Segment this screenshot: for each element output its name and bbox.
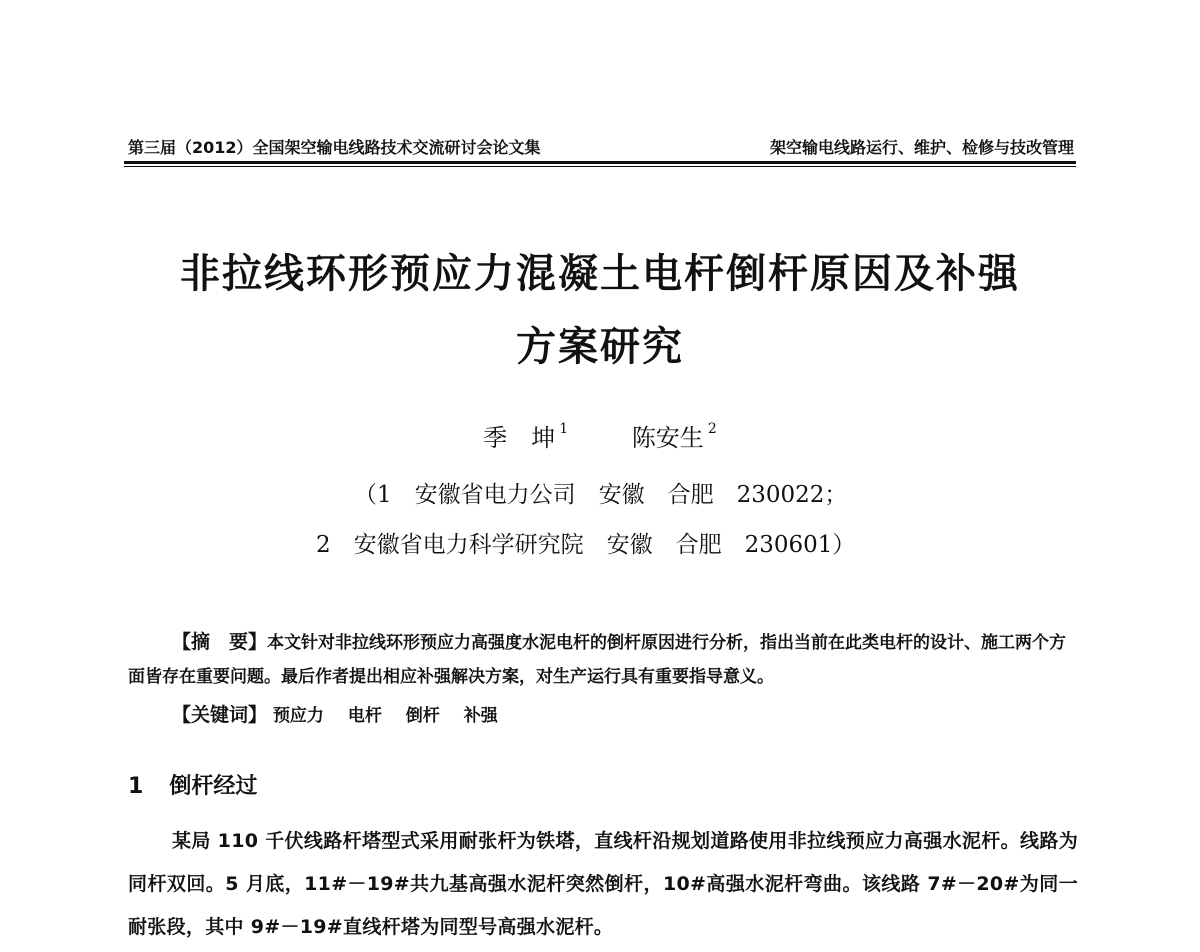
keyword-4: 补强 bbox=[463, 706, 498, 726]
author-2-name: 陈安生 bbox=[631, 424, 704, 452]
header-rule-thin bbox=[124, 166, 1076, 167]
abstract-text: 本文针对非拉线环形预应力高强度水泥电杆的倒杆原因进行分析，指出当前在此类电杆的设计、施工两个方面皆存在重要问题。最后作者提出相应补强解决方案，对生产运行具有重要指导意义。 bbox=[128, 633, 1067, 687]
abstract bbox=[128, 625, 1074, 694]
section-title: 倒杆经过 bbox=[169, 774, 258, 799]
running-header-right: 架空输电线路运行、维护、检修与技改管理 bbox=[769, 138, 1074, 157]
author-list bbox=[0, 418, 1200, 453]
keywords bbox=[172, 700, 516, 727]
section-heading bbox=[128, 769, 257, 800]
abstract-label: 【摘 要】 bbox=[172, 631, 268, 653]
keyword-1: 预应力 bbox=[272, 706, 324, 726]
author-1-name: 季 坤 bbox=[483, 424, 556, 452]
running-header bbox=[128, 132, 1074, 162]
paper-title-line-1: 非拉线环形预应力混凝土电杆倒杆原因及补强 bbox=[180, 251, 1020, 297]
author-2 bbox=[632, 418, 717, 453]
keyword-3: 倒杆 bbox=[405, 706, 440, 726]
author-1 bbox=[483, 418, 568, 453]
body-paragraph: 某局 110 千伏线路杆塔型式采用耐张杆为铁塔，直线杆沿规划道路使用非拉线预应力高强水泥杆。线路为同杆双回。5 月底，11#－19#共九基高强水泥杆突然倒杆，10#高强水泥杆弯曲。该线路 7#－20#为同一耐张段，其中 9#－19#直线杆塔为同型号高强水泥杆。 bbox=[128, 830, 1078, 938]
affiliation-1: （1 安徽省电力公司 安徽 合肥 230022； bbox=[354, 482, 848, 508]
running-header-left: 第三届（2012）全国架空输电线路技术交流研讨会论文集 bbox=[128, 138, 541, 157]
keywords-label: 【关键词】 bbox=[172, 704, 268, 726]
keyword-2: 电杆 bbox=[347, 706, 382, 726]
author-1-affiliation-mark: 1 bbox=[559, 421, 569, 437]
header-rule-thick bbox=[124, 161, 1076, 164]
paper-title-line-2: 方案研究 bbox=[516, 324, 684, 370]
author-2-affiliation-mark: 2 bbox=[707, 421, 717, 437]
section-number: 1 bbox=[128, 774, 144, 799]
affiliation-2: 2 安徽省电力科学研究院 安徽 合肥 230601） bbox=[316, 532, 856, 558]
